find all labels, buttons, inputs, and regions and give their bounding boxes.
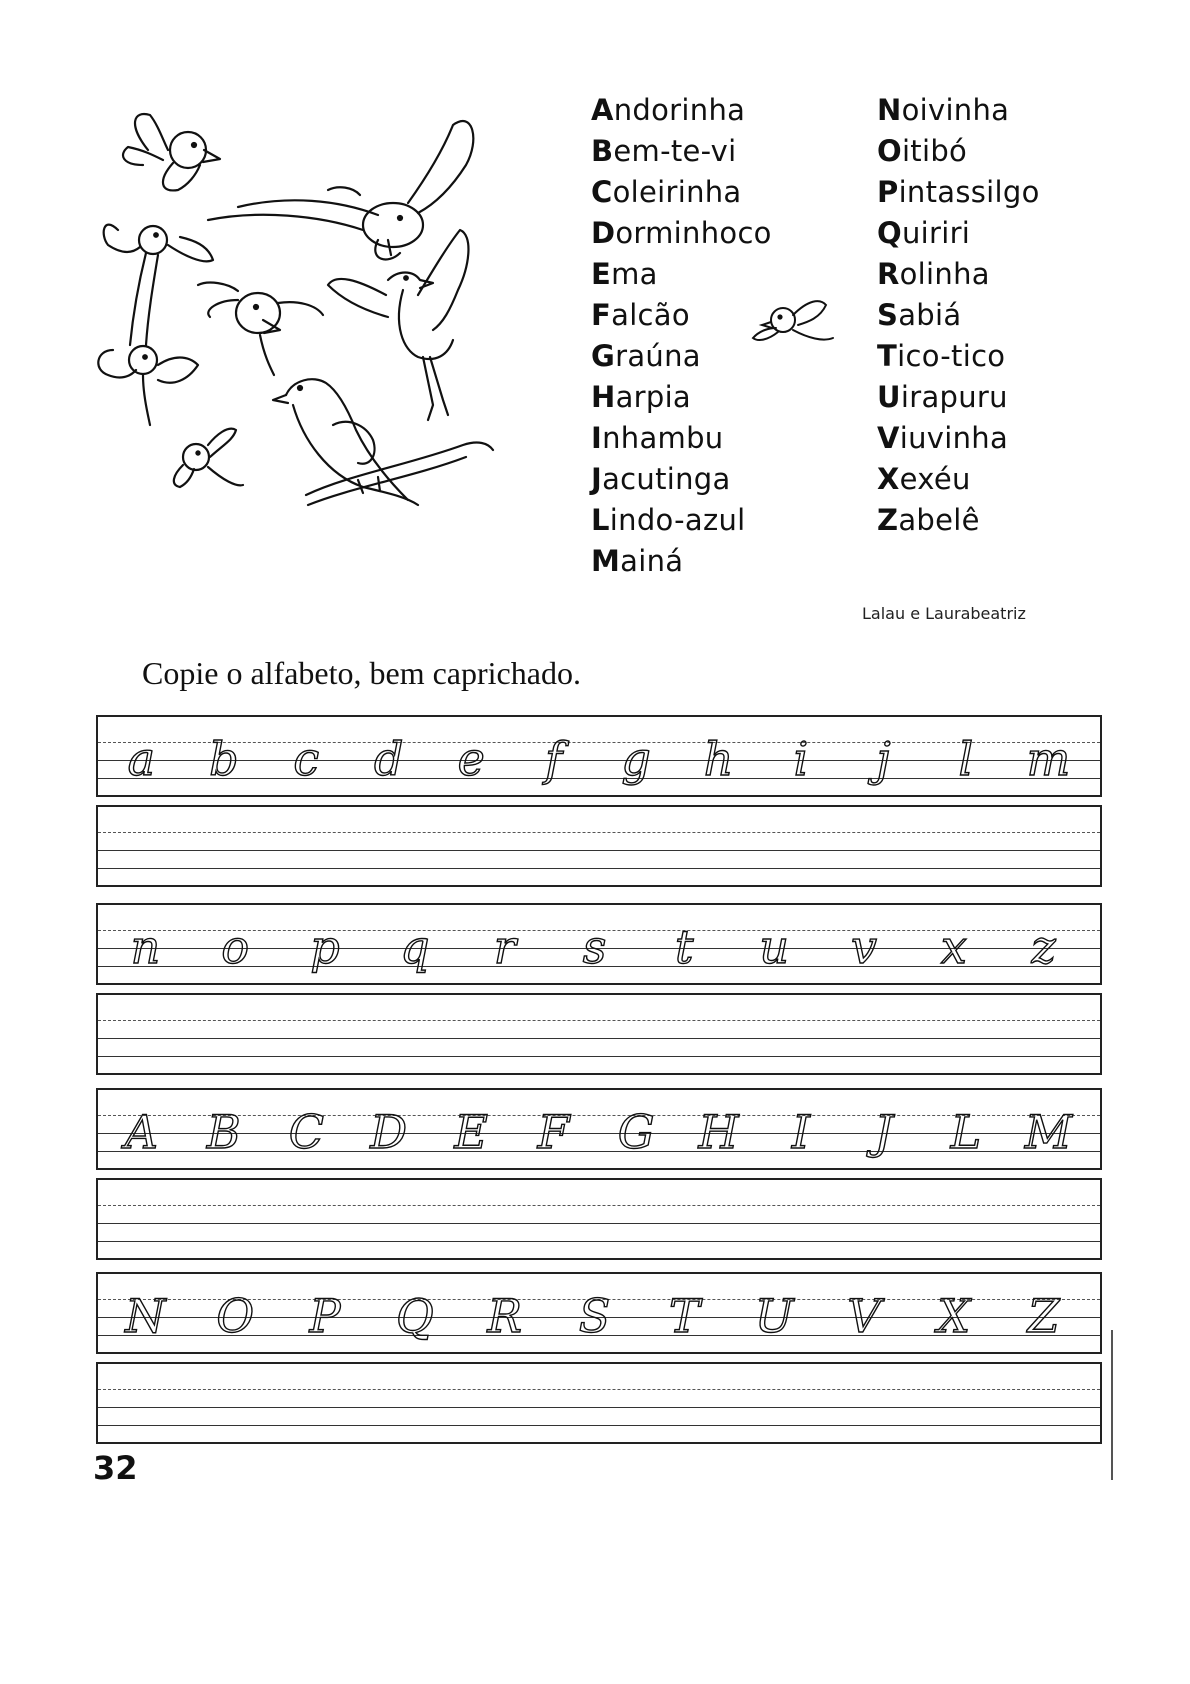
bird-name-initial: Q: [877, 216, 902, 250]
bird-name-initial: V: [877, 421, 900, 455]
bird-name-rest: itibó: [901, 134, 968, 168]
bird-names-column-right: [877, 90, 1040, 541]
bird-name-initial: L: [591, 503, 610, 537]
model-letter: t: [675, 920, 694, 974]
bird-name: [591, 213, 772, 254]
bird-name-initial: D: [591, 216, 616, 250]
bird-name: [591, 90, 772, 131]
bird-name-initial: E: [591, 257, 612, 291]
bird-name-initial: R: [877, 257, 900, 291]
bird-1: [123, 114, 220, 190]
ruled-line: [98, 1056, 1100, 1057]
model-letter: R: [487, 1289, 523, 1343]
ruled-line: [98, 1223, 1100, 1224]
model-letter: c: [293, 732, 320, 786]
bird-name: [877, 336, 1040, 377]
ruled-line: [98, 868, 1100, 869]
model-letter: A: [124, 1105, 159, 1159]
bird-name-rest: uiriri: [901, 216, 971, 250]
bird-name-initial: S: [877, 298, 899, 332]
ruled-line: [98, 1020, 1100, 1021]
bird-name-rest: abiá: [898, 298, 962, 332]
birds-illustration: [88, 95, 513, 545]
bird-5: [328, 230, 468, 420]
bird-name: [877, 418, 1040, 459]
bird-name-initial: H: [591, 380, 616, 414]
bird-name: [591, 418, 772, 459]
bird-name: [591, 131, 772, 172]
bird-name-initial: O: [877, 134, 902, 168]
bird-name-rest: oleirinha: [612, 175, 742, 209]
bird-name: [877, 213, 1040, 254]
model-letter: x: [940, 920, 967, 974]
model-letter: D: [370, 1105, 408, 1159]
model-letter: q: [400, 920, 430, 974]
bird-name-rest: abelê: [898, 503, 980, 537]
bird-name-initial: B: [591, 134, 614, 168]
bird-name-initial: J: [591, 462, 603, 496]
practice-writing-band: [96, 993, 1102, 1075]
page-number: [93, 1449, 183, 1487]
bird-4: [198, 283, 323, 375]
bird-name-rest: raúna: [615, 339, 701, 373]
bird-name: [877, 254, 1040, 295]
model-letter: a: [127, 732, 156, 786]
bird-name-initial: A: [591, 93, 614, 127]
bird-name: [877, 90, 1040, 131]
ruled-line: [98, 832, 1100, 833]
bird-name-initial: U: [877, 380, 901, 414]
model-letter: e: [457, 732, 485, 786]
bird-name-rest: oivinha: [901, 93, 1010, 127]
bird-name: [591, 500, 772, 541]
model-letters-row: [96, 1272, 1102, 1354]
bird-name-rest: nhambu: [602, 421, 724, 455]
model-letter: j: [876, 732, 891, 786]
model-letter: g: [621, 732, 651, 786]
model-letter: N: [125, 1289, 166, 1343]
bird-name-rest: ndorinha: [613, 93, 746, 127]
model-letter: n: [130, 920, 161, 974]
bird-name-rest: ainá: [620, 544, 684, 578]
bird-3: [104, 225, 213, 345]
bird-name-initial: F: [591, 298, 612, 332]
bird-name-rest: exéu: [899, 462, 971, 496]
model-letter: d: [373, 732, 404, 786]
bird-name-rest: ma: [611, 257, 658, 291]
model-letters-row: [96, 903, 1102, 985]
bird-name: [591, 254, 772, 295]
bird-name: [591, 295, 772, 336]
model-letter: I: [791, 1105, 811, 1159]
ruled-line: [98, 1389, 1100, 1390]
model-letter: M: [1024, 1105, 1072, 1159]
bird-8: [273, 379, 493, 505]
model-letter: S: [578, 1289, 611, 1343]
bird-name-initial: Z: [877, 503, 899, 537]
exercise-instruction: Copie o alfabeto, bem caprichado.: [142, 655, 581, 691]
model-letter: O: [216, 1289, 255, 1343]
ruled-line: [98, 1038, 1100, 1039]
page-edge-line: [1111, 1330, 1113, 1480]
model-letter: H: [698, 1105, 739, 1159]
model-letter: z: [1031, 920, 1056, 974]
practice-writing-band: [96, 1178, 1102, 1260]
bird-name: [877, 131, 1040, 172]
bird-name: [877, 459, 1040, 500]
bird-name-initial: G: [591, 339, 616, 373]
model-letter: F: [537, 1105, 570, 1159]
model-letter: C: [288, 1105, 324, 1159]
model-letter: b: [209, 732, 239, 786]
model-letter: B: [206, 1105, 241, 1159]
model-letter: s: [582, 920, 607, 974]
author-credit: Lalau e Laurabeatriz: [862, 604, 1026, 623]
model-letter: V: [847, 1289, 881, 1343]
bird-7: [174, 429, 243, 487]
bird-name: [591, 172, 772, 213]
ruled-line: [98, 850, 1100, 851]
model-letter: p: [310, 920, 340, 974]
bird-name: [591, 541, 772, 582]
model-letter: m: [1026, 732, 1071, 786]
practice-writing-band: [96, 805, 1102, 887]
practice-writing-band: [96, 1362, 1102, 1444]
page-number-text: 32: [93, 1449, 138, 1487]
ruled-line: [98, 1425, 1100, 1426]
model-letter: i: [793, 732, 809, 786]
model-letter: v: [851, 920, 877, 974]
bird-2: [208, 121, 473, 259]
bird-name: [591, 336, 772, 377]
bird-name: [877, 295, 1040, 336]
model-letter: X: [937, 1289, 971, 1343]
model-letter: o: [221, 920, 250, 974]
bird-name: [877, 172, 1040, 213]
model-letter: J: [874, 1105, 893, 1159]
model-letter: P: [309, 1289, 341, 1343]
model-letter: Q: [396, 1289, 434, 1343]
bird-name-initial: C: [591, 175, 613, 209]
bird-name-rest: orminhoco: [615, 216, 772, 250]
bird-name-rest: acutinga: [602, 462, 731, 496]
model-letter: T: [668, 1289, 700, 1343]
model-letter: l: [958, 732, 974, 786]
model-letter: L: [950, 1105, 982, 1159]
model-letter: E: [454, 1105, 488, 1159]
bird-name-rest: olinha: [899, 257, 990, 291]
bird-name-rest: iuvinha: [899, 421, 1009, 455]
model-letter: Z: [1027, 1289, 1060, 1343]
model-letter: U: [754, 1289, 794, 1343]
ruled-line: [98, 1241, 1100, 1242]
ruled-line: [98, 1407, 1100, 1408]
bird-name: [877, 377, 1040, 418]
bird-name-initial: X: [877, 462, 900, 496]
bird-name-rest: irapuru: [900, 380, 1008, 414]
model-letter: G: [617, 1105, 655, 1159]
bird-name-rest: indo-azul: [609, 503, 746, 537]
bird-name-rest: alcão: [611, 298, 690, 332]
bird-name: [591, 377, 772, 418]
bird-name-rest: intassilgo: [898, 175, 1040, 209]
bird-name-initial: T: [877, 339, 898, 373]
model-letter: u: [759, 920, 790, 974]
bird-name-rest: arpia: [615, 380, 692, 414]
model-letter: h: [703, 732, 734, 786]
model-letter: r: [493, 920, 516, 974]
bird-name-initial: N: [877, 93, 902, 127]
bird-name-rest: em-te-vi: [613, 134, 737, 168]
ruled-line: [98, 1205, 1100, 1206]
bird-name-initial: P: [877, 175, 899, 209]
model-letter: f: [545, 732, 563, 786]
bird-name-initial: M: [591, 544, 621, 578]
bird-name: [591, 459, 772, 500]
bird-name-rest: ico-tico: [897, 339, 1006, 373]
model-letters-row: [96, 715, 1102, 797]
model-letters-row: [96, 1088, 1102, 1170]
bird-name: [877, 500, 1040, 541]
bird-6: [98, 346, 198, 425]
bird-names-column-left: [591, 90, 772, 582]
bird-name-initial: I: [591, 421, 603, 455]
